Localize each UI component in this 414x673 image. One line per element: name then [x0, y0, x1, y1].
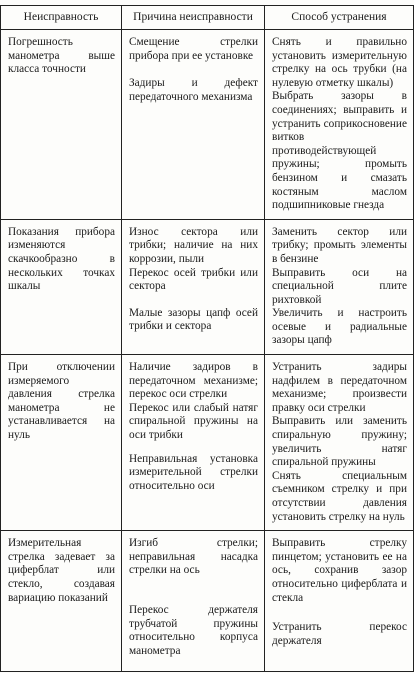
fault-cell — [1, 30, 122, 220]
header-fault: Неисправность — [1, 6, 122, 30]
cause-text: Наличие задиров в передаточном механизме; перекос оси стрелки — [129, 361, 258, 401]
header-cause: Причина неисправности — [122, 6, 265, 30]
remedy-text: Устранить перекос держателя — [272, 621, 407, 647]
remedy-text: Выправить стрелку пинцетом; установить ее на ось, сохранив зазор относительно циферблата и стекла — [272, 537, 407, 604]
fault-cell — [1, 355, 122, 531]
cause-text: Изгиб стрелки; неправильная насадка стрелки на ось — [129, 537, 258, 577]
cause-text: Перекос держателя трубчатой пружины относительно корпуса манометра — [129, 603, 258, 657]
cause-text: Задиры и дефект передаточного механизма — [129, 77, 258, 103]
cause-text: Перекос или слабый натяг спиральной пружины на оси трибки — [129, 401, 258, 442]
remedy-text: Снять специальным съемником стрелку и при отсутствии давления установить стрелку на нуль — [272, 469, 407, 523]
fault-cell — [1, 219, 122, 354]
remedy-text: Выбрать зазоры в соединениях; выправить и устранить соприкосновение витков противодействующей пружины; промыть бензином и смазать костяным маслом подшипниковые гнезда — [272, 90, 407, 212]
remedy-text: Выправить оси на специальной плите рихтовкой — [272, 266, 407, 306]
remedy-cell — [265, 30, 414, 220]
cause-text: Неправильная установка измерительной стрелки относительно оси — [129, 452, 258, 492]
fault-text: Погрешность манометра выше класса точности — [8, 36, 115, 76]
cause-cell — [122, 219, 265, 354]
remedy-cell — [265, 219, 414, 354]
cause-text: Смещение стрелки прибора при ее установке — [129, 36, 258, 62]
table-row — [1, 219, 414, 354]
cause-text: Перекос осей трибки или сектора — [129, 266, 258, 293]
remedy-text: Снять и правильно установить измерительную стрелку на ось трубки (на нулевую отметку шкалы) — [272, 36, 407, 89]
fault-cell — [1, 531, 122, 672]
table-row — [1, 531, 414, 672]
remedy-cell — [265, 355, 414, 531]
cause-cell — [122, 355, 265, 531]
cause-cell — [122, 30, 265, 220]
cause-cell — [122, 531, 265, 672]
table-header-row — [1, 6, 414, 30]
remedy-text: Увеличить и настроить осевые и радиальные зазоры цапф — [272, 307, 407, 347]
remedy-text: Заменить сектор или трибку; промыть элементы в бензине — [272, 225, 407, 265]
cause-text: Износ сектора или трибки; наличие на них коррозии, пыли — [129, 225, 258, 265]
fault-text: При отключении измеряемого давления стрелка манометра не устанавливается на нуль — [8, 361, 115, 442]
cause-text: Малые зазоры цапф осей трибки и сектора — [129, 306, 258, 333]
remedy-cell — [265, 531, 414, 672]
fault-text: Измерительная стрелка задевает за циферблат или стекло, создавая вариацию показаний — [8, 537, 115, 604]
table-row — [1, 355, 414, 531]
header-remedy: Способ устранения — [265, 6, 414, 30]
table-row — [1, 30, 414, 220]
troubleshooting-table — [0, 5, 414, 672]
remedy-text: Устранить задиры надфилем в передаточном механизме; произвести правку оси стрелки — [272, 361, 407, 414]
fault-text: Показания прибора изменяются скачкообразно в нескольких точках шкалы — [8, 225, 115, 293]
remedy-text: Выправить или заменить спиральную пружину; увеличить натяг спиральной пружины — [272, 415, 407, 469]
